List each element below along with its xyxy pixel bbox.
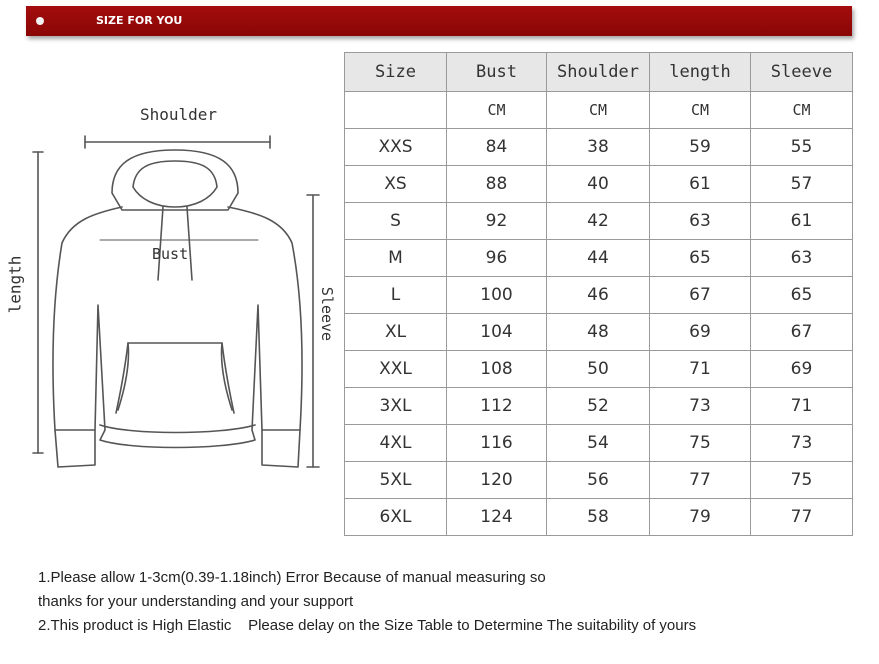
size-chart-table: [344, 52, 853, 536]
header-size: Size: [345, 53, 447, 92]
measurement-cell: 104: [447, 314, 547, 351]
measurement-cell: 54: [547, 425, 650, 462]
measurement-cell: 100: [447, 277, 547, 314]
measurement-cell: 79: [650, 499, 751, 536]
table-row: [345, 277, 853, 314]
hoodie-illustration: [0, 95, 340, 485]
measurement-cell: 73: [751, 425, 853, 462]
measurement-cell: 67: [751, 314, 853, 351]
measurement-cell: 65: [650, 240, 751, 277]
measurement-cell: 124: [447, 499, 547, 536]
measurement-cell: 120: [447, 462, 547, 499]
measurement-cell: 77: [650, 462, 751, 499]
unit-cell: CM: [447, 92, 547, 129]
measurement-cell: 48: [547, 314, 650, 351]
table-row: [345, 388, 853, 425]
header-sleeve: Sleeve: [751, 53, 853, 92]
header-shoulder: Shoulder: [547, 53, 650, 92]
size-cell: 4XL: [345, 425, 447, 462]
measurement-cell: 38: [547, 129, 650, 166]
measurement-cell: 52: [547, 388, 650, 425]
title-banner: [26, 6, 852, 36]
table-row: [345, 425, 853, 462]
banner-title: SIZE FOR YOU: [96, 14, 183, 27]
table-row: [345, 166, 853, 203]
measurement-cell: 75: [650, 425, 751, 462]
measurement-cell: 88: [447, 166, 547, 203]
measurement-cell: 112: [447, 388, 547, 425]
measurement-cell: 96: [447, 240, 547, 277]
size-cell: 3XL: [345, 388, 447, 425]
measurement-cell: 71: [650, 351, 751, 388]
notes-section: [38, 566, 696, 638]
bullet-icon: [36, 17, 44, 25]
size-cell: XL: [345, 314, 447, 351]
table-header-row: [345, 53, 853, 92]
size-cell: 6XL: [345, 499, 447, 536]
measurement-cell: 108: [447, 351, 547, 388]
measurement-cell: 59: [650, 129, 751, 166]
measurement-cell: 44: [547, 240, 650, 277]
unit-cell: CM: [650, 92, 751, 129]
size-cell: XXL: [345, 351, 447, 388]
measurement-cell: 116: [447, 425, 547, 462]
measurement-cell: 50: [547, 351, 650, 388]
measurement-cell: 46: [547, 277, 650, 314]
table-row: [345, 129, 853, 166]
table-row: [345, 351, 853, 388]
measurement-cell: 61: [650, 166, 751, 203]
size-cell: S: [345, 203, 447, 240]
measurement-cell: 63: [650, 203, 751, 240]
table-row: [345, 240, 853, 277]
measurement-cell: 61: [751, 203, 853, 240]
table-row: [345, 499, 853, 536]
measurement-cell: 58: [547, 499, 650, 536]
header-length: length: [650, 53, 751, 92]
unit-cell: [345, 92, 447, 129]
unit-cell: CM: [751, 92, 853, 129]
measurement-cell: 63: [751, 240, 853, 277]
sleeve-label: Sleeve: [318, 286, 337, 342]
table-row: [345, 314, 853, 351]
measurement-cell: 92: [447, 203, 547, 240]
measurement-cell: 75: [751, 462, 853, 499]
bust-label: Bust: [152, 245, 189, 263]
shoulder-label: Shoulder: [140, 105, 218, 124]
measurement-cell: 57: [751, 166, 853, 203]
length-label: length: [5, 255, 25, 314]
table-row: [345, 203, 853, 240]
note-line: thanks for your understanding and your support: [38, 593, 354, 610]
table-row: [345, 462, 853, 499]
measurement-cell: 42: [547, 203, 650, 240]
size-cell: XXS: [345, 129, 447, 166]
note-line: 2.This product is High Elastic Please delay on the Size Table to Determine The suitability of yours: [38, 617, 697, 634]
measurement-cell: 40: [547, 166, 650, 203]
units-row: [345, 92, 853, 129]
measurement-cell: 71: [751, 388, 853, 425]
size-cell: XS: [345, 166, 447, 203]
size-cell: 5XL: [345, 462, 447, 499]
hoodie-figure: [0, 95, 340, 485]
unit-cell: CM: [547, 92, 650, 129]
note-line: 1.Please allow 1-3cm(0.39-1.18inch) Error Because of manual measuring so: [38, 569, 546, 586]
measurement-cell: 73: [650, 388, 751, 425]
measurement-cell: 65: [751, 277, 853, 314]
measurement-cell: 84: [447, 129, 547, 166]
measurement-cell: 56: [547, 462, 650, 499]
measurement-cell: 55: [751, 129, 853, 166]
header-bust: Bust: [447, 53, 547, 92]
measurement-cell: 69: [650, 314, 751, 351]
measurement-cell: 69: [751, 351, 853, 388]
measurement-cell: 77: [751, 499, 853, 536]
measurement-cell: 67: [650, 277, 751, 314]
size-cell: M: [345, 240, 447, 277]
size-cell: L: [345, 277, 447, 314]
